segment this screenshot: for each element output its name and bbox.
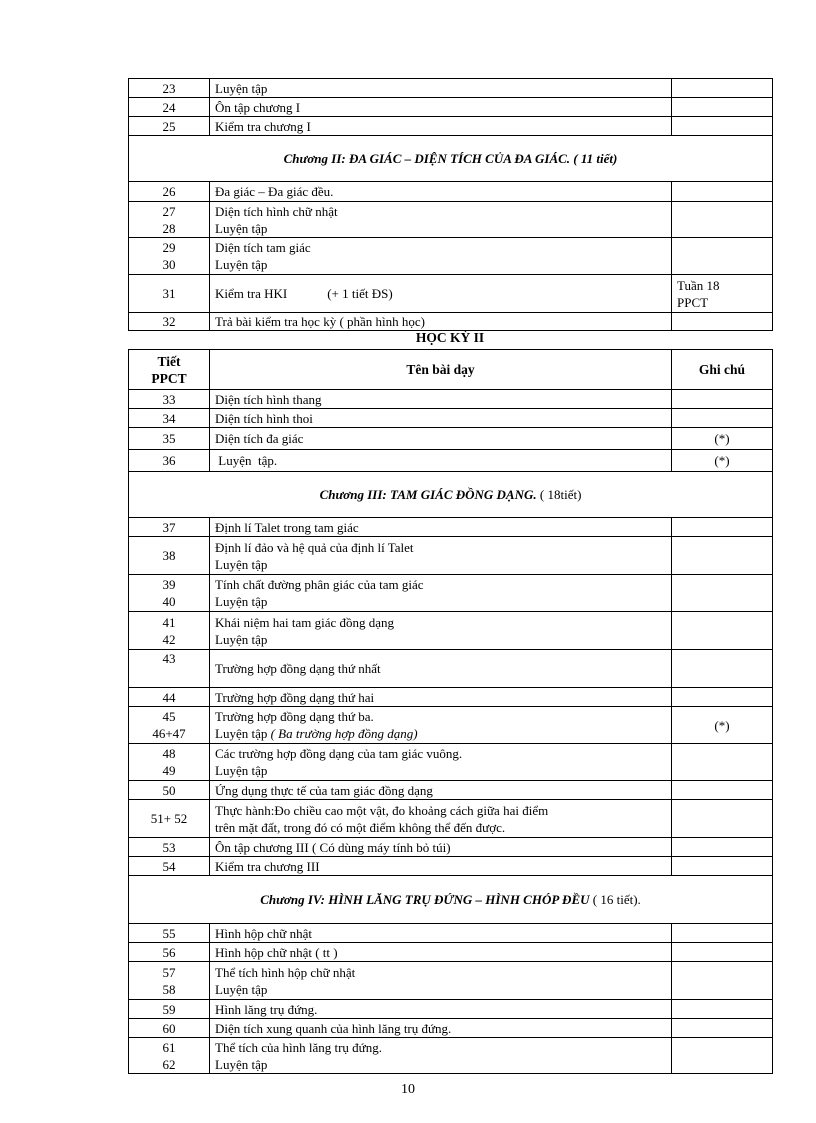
table-row (129, 650, 773, 688)
note-cell (672, 202, 773, 238)
note-cell: (*) (672, 450, 773, 472)
lesson-title: Luyện tập (210, 79, 672, 98)
note-cell (672, 117, 773, 136)
lesson-title (210, 575, 672, 612)
note-cell (672, 182, 773, 202)
lesson-title-line: Thể tích của hình lăng trụ đứng. (215, 1039, 382, 1055)
chapter-title: Chương II: ĐA GIÁC – DIỆN TÍCH CỦA ĐA GIÁC. ( 11 tiết) (283, 151, 618, 166)
lesson-title-line: Luyện tập (215, 631, 268, 647)
table-row (129, 707, 773, 744)
table-row (129, 962, 773, 1000)
lesson-number-line: 41 (162, 614, 176, 630)
lesson-number: 50 (129, 781, 210, 800)
table-row (129, 518, 773, 537)
lesson-extra-note: (+ 1 tiết ĐS) (327, 286, 393, 301)
note-cell (672, 1038, 773, 1074)
note-cell (672, 1000, 773, 1019)
lesson-title: Kiểm tra chương I (210, 117, 672, 136)
lesson-title-text: Kiểm tra HKI (215, 286, 288, 301)
table-row (129, 924, 773, 943)
lesson-number: 33 (129, 390, 210, 409)
lesson-number-line: 29 (162, 240, 176, 255)
lesson-title-line: Luyện tập (215, 556, 268, 572)
table-row (129, 98, 773, 117)
note-cell (672, 313, 773, 331)
lesson-number: 36 (129, 450, 210, 472)
note-cell (672, 275, 773, 313)
lesson-title-line: Luyện tập (215, 257, 268, 272)
lesson-number: 51+ 52 (129, 800, 210, 838)
lesson-number-line: 57 (162, 964, 176, 980)
lesson-title-line: Luyện tập (215, 981, 268, 997)
column-header-note: Ghi chú (672, 350, 773, 390)
lesson-number-line: 58 (162, 981, 176, 997)
note-line: PPCT (677, 294, 709, 310)
lesson-number (129, 612, 210, 650)
table-row (129, 275, 773, 313)
lesson-number-line: 61 (162, 1039, 176, 1055)
table-row (129, 390, 773, 409)
lesson-number: 44 (129, 688, 210, 707)
lesson-number-line: 46+47 (152, 726, 186, 741)
table-row (129, 238, 773, 275)
page-number: 10 (401, 1082, 415, 1097)
lesson-title: Trường hợp đồng dạng thứ nhất (210, 650, 672, 688)
table-row (129, 79, 773, 98)
column-header-title: Tên bài dạy (210, 350, 672, 390)
lesson-number-line: 40 (162, 594, 176, 609)
lesson-number-line: 49 (162, 763, 176, 778)
table-row (129, 943, 773, 962)
table-row (129, 409, 773, 428)
note-cell (672, 98, 773, 117)
lesson-number: 54 (129, 857, 210, 876)
chapter-row (129, 876, 773, 924)
note-cell (672, 650, 773, 688)
table-row (129, 688, 773, 707)
lesson-title (210, 744, 672, 781)
lesson-title-line: Luyện tập (215, 594, 268, 609)
note-cell (672, 744, 773, 781)
header-line: PPCT (151, 370, 187, 386)
chapter-title: Chương III: TAM GIÁC ĐỒNG DẠNG. (319, 487, 537, 502)
lesson-number: 25 (129, 117, 210, 136)
lesson-number: 60 (129, 1019, 210, 1038)
lesson-number (129, 575, 210, 612)
note-cell: (*) (672, 707, 773, 744)
lesson-title: Hình lăng trụ đứng. (210, 1000, 672, 1019)
chapter-period-count: ( 18tiết) (536, 487, 582, 502)
lesson-number: 43 (129, 650, 210, 688)
lesson-number: 59 (129, 1000, 210, 1019)
note-cell (672, 924, 773, 943)
header-row (129, 350, 773, 390)
lesson-title: Đa giác – Đa giác đều. (210, 182, 672, 202)
lesson-title-line: Trường hợp đồng dạng thứ ba. (215, 709, 374, 724)
lesson-title: Diện tích hình thoi (210, 409, 672, 428)
table-row (129, 800, 773, 838)
semester-heading: HỌC KỲ II (415, 330, 485, 345)
lesson-number: 56 (129, 943, 210, 962)
note-cell (672, 800, 773, 838)
column-header-period (129, 350, 210, 390)
note-cell (672, 943, 773, 962)
lesson-title-line: Các trường hợp đồng dạng của tam giác vuông. (215, 746, 463, 761)
chapter-title: Chương IV: HÌNH LĂNG TRỤ ĐỨNG – HÌNH CHÓP ĐỀU (260, 892, 590, 907)
lesson-title (210, 1038, 672, 1074)
lesson-number: 53 (129, 838, 210, 857)
header-line: Tiết (157, 353, 181, 369)
lesson-number-line: 30 (162, 257, 176, 272)
lesson-title-line (215, 725, 666, 742)
lesson-title: Diện tích đa giác (210, 428, 672, 450)
table-row (129, 744, 773, 781)
chapter-4-heading (129, 876, 773, 924)
lesson-number: 24 (129, 98, 210, 117)
lesson-number-line: 48 (162, 746, 176, 761)
lesson-title (210, 275, 672, 313)
note-cell (672, 79, 773, 98)
lesson-title: Trả bài kiểm tra học kỳ ( phần hình học) (210, 313, 672, 331)
table-row (129, 450, 773, 472)
lesson-number: 32 (129, 313, 210, 331)
chapter-period-count: ( 16 tiết). (589, 892, 641, 907)
lesson-title-line: Thực hành:Đo chiều cao một vật, đo khoảng cách giữa hai điểm (215, 802, 549, 818)
lesson-number (129, 202, 210, 238)
lesson-title-line: Định lí đảo và hệ quả của định lí Talet (215, 539, 414, 555)
table-row (129, 781, 773, 800)
lesson-title-line: Luyện tập (215, 1056, 268, 1072)
lesson-title: Trường hợp đồng dạng thứ hai (210, 688, 672, 707)
lesson-number-line: 62 (162, 1056, 176, 1072)
table-row (129, 838, 773, 857)
note-cell (672, 838, 773, 857)
table-row (129, 313, 773, 331)
lesson-title: Định lí Talet trong tam giác (210, 518, 672, 537)
table-row (129, 117, 773, 136)
note-cell (672, 518, 773, 537)
lesson-number: 34 (129, 409, 210, 428)
lesson-number (129, 962, 210, 1000)
lesson-table-part2 (128, 349, 773, 1074)
chapter-row (129, 472, 773, 518)
lesson-title (210, 800, 672, 838)
table-row (129, 857, 773, 876)
lesson-number: 26 (129, 182, 210, 202)
lesson-title-line: Thể tích hình hộp chữ nhật (215, 964, 356, 980)
lesson-title: Diện tích xung quanh của hình lăng trụ đứng. (210, 1019, 672, 1038)
lesson-title-italic: ( Ba trường hợp đồng dạng) (270, 726, 418, 741)
note-cell (672, 409, 773, 428)
chapter-3-heading (129, 472, 773, 518)
lesson-number: 35 (129, 428, 210, 450)
lesson-title: Kiểm tra chương III (210, 857, 672, 876)
lesson-title: Hình hộp chữ nhật ( tt ) (210, 943, 672, 962)
lesson-title-line: Luyện tập (215, 763, 268, 778)
lesson-number (129, 707, 210, 744)
lesson-title (210, 707, 672, 744)
lesson-title-line: Diện tích tam giác (215, 240, 311, 255)
note-cell (672, 390, 773, 409)
chapter-2-heading (129, 136, 773, 182)
table-row (129, 612, 773, 650)
note-cell (672, 688, 773, 707)
chapter-row (129, 136, 773, 182)
lesson-title (210, 537, 672, 575)
lesson-table-part1 (128, 78, 773, 331)
lesson-title: Luyện tập. (210, 450, 672, 472)
lesson-number: 37 (129, 518, 210, 537)
lesson-number (129, 1038, 210, 1074)
lesson-number: 55 (129, 924, 210, 943)
lesson-number: 38 (129, 537, 210, 575)
note-cell (672, 537, 773, 575)
lesson-title: Diện tích hình thang (210, 390, 672, 409)
lesson-number-line: 42 (162, 631, 176, 647)
note-cell (672, 238, 773, 275)
lesson-number-line: 27 (162, 203, 176, 219)
table-row (129, 202, 773, 238)
lesson-title (210, 202, 672, 238)
table-row (129, 1000, 773, 1019)
lesson-number (129, 238, 210, 275)
lesson-title-line: Diện tích hình chữ nhật (215, 203, 338, 219)
lesson-title-text: Luyện tập (215, 726, 271, 741)
note-line: Tuần 18 (677, 277, 720, 293)
table-row (129, 182, 773, 202)
lesson-number-line: 39 (162, 577, 176, 592)
note-cell (672, 962, 773, 1000)
lesson-title-line: trên mặt đất, trong đó có một điểm không thể đến được. (215, 819, 506, 835)
note-cell (672, 612, 773, 650)
table-row (129, 575, 773, 612)
lesson-title-line: Tính chất đường phân giác của tam giác (215, 577, 424, 592)
lesson-number (129, 744, 210, 781)
lesson-title-line: Khái niệm hai tam giác đồng dạng (215, 614, 395, 630)
note-cell (672, 781, 773, 800)
lesson-title: Ôn tập chương I (210, 98, 672, 117)
lesson-title: Ôn tập chương III ( Có dùng máy tính bỏ túi) (210, 838, 672, 857)
lesson-number: 23 (129, 79, 210, 98)
table-row (129, 1019, 773, 1038)
lesson-number: 31 (129, 275, 210, 313)
note-cell: (*) (672, 428, 773, 450)
lesson-title (210, 238, 672, 275)
note-cell (672, 1019, 773, 1038)
lesson-title (210, 962, 672, 1000)
note-cell (672, 857, 773, 876)
table-row (129, 428, 773, 450)
lesson-title-line: Luyện tập (215, 220, 268, 236)
lesson-number-line: 28 (162, 220, 176, 236)
table-row (129, 1038, 773, 1074)
lesson-title: Hình hộp chữ nhật (210, 924, 672, 943)
lesson-title: Ứng dụng thực tế của tam giác đồng dạng (210, 781, 672, 800)
lesson-number-line: 45 (162, 709, 176, 724)
table-row (129, 537, 773, 575)
lesson-title (210, 612, 672, 650)
note-cell (672, 575, 773, 612)
